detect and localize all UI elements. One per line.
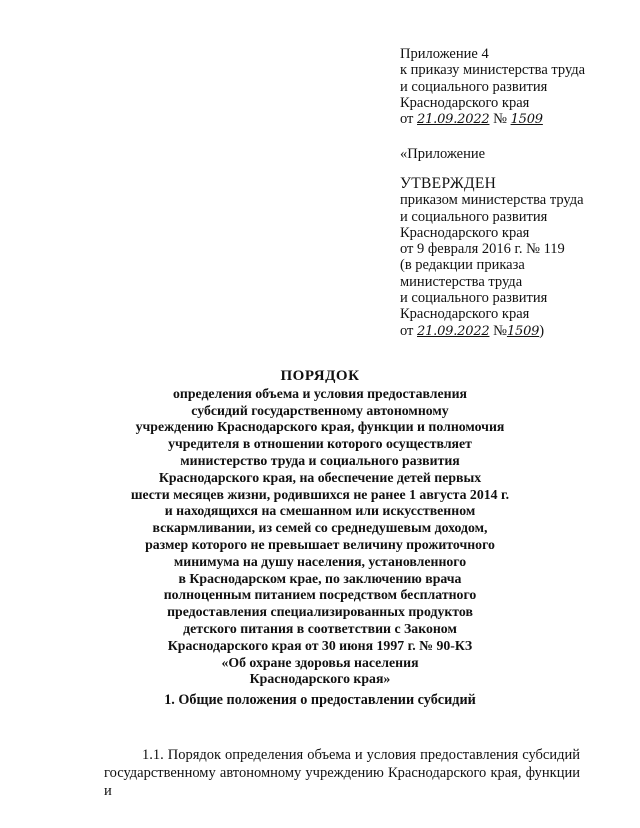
title-main: ПОРЯДОК xyxy=(280,368,360,384)
approved-line: (в редакции приказа xyxy=(400,257,525,274)
appendix-line: Приложение 4 xyxy=(400,46,489,62)
paragraph-line: государственному автономному учреждению Краснодарского края, функции и xyxy=(104,765,580,799)
approved-line: и социального развития xyxy=(400,290,548,307)
date-prefix: от xyxy=(400,111,414,128)
body-paragraph xyxy=(104,746,580,800)
old-appendix-label: «Приложение xyxy=(400,146,486,162)
approved-line: Краснодарского края xyxy=(400,224,530,241)
approved-line: Краснодарского края xyxy=(400,306,530,323)
title-line: субсидий государственному автономному xyxy=(191,402,449,418)
date-prefix: от xyxy=(400,322,414,339)
approved-line: от 9 февраля 2016 г. № 119 xyxy=(400,241,565,258)
title-line: учреждению Краснодарского края, функции и полномочия xyxy=(135,419,505,435)
section-heading: 1. Общие положения о предоставлении субсидий xyxy=(164,692,476,708)
title-line: минимума на душу населения, установленного xyxy=(173,553,467,569)
number-prefix: № xyxy=(493,111,507,128)
closing-paren: ) xyxy=(539,322,545,339)
title-line: Краснодарского края от 30 июня 1997 г. № 90-КЗ xyxy=(167,637,473,653)
title-line: в Краснодарском крае, по заключению врача xyxy=(178,570,462,586)
handwritten-number: 1509 xyxy=(510,112,543,128)
handwritten-date: 21.09.2022 xyxy=(417,323,490,339)
title-line: полноценным питанием посредством бесплатного xyxy=(163,587,477,603)
title-line: Краснодарского края, на обеспечение детей первых xyxy=(158,469,482,485)
title-line: министерство труда и социального развития xyxy=(180,452,460,468)
appendix-line: и социального развития xyxy=(400,78,548,95)
title-line: шести месяцев жизни, родившихся не ранее 1 августа 2014 г. xyxy=(130,486,510,502)
handwritten-date: 21.09.2022 xyxy=(417,112,490,128)
approved-date-line xyxy=(400,323,584,340)
title-line: предоставления специализированных продуктов xyxy=(167,604,473,620)
title-line: размер которого не превышает величину прожиточного xyxy=(145,536,495,552)
title-line: и находящихся на смешанном или искусственном xyxy=(164,503,476,519)
paragraph-line: 1.1. Порядок определения объема и условия предоставления субсидий xyxy=(142,747,580,763)
appendix-header xyxy=(400,46,585,128)
approved-line: приказом министерства труда xyxy=(400,192,584,209)
approval-stamp-block xyxy=(400,176,584,340)
approved-line: и социального развития xyxy=(400,208,548,225)
handwritten-number: 1509 xyxy=(506,323,540,339)
title-line: «Об охране здоровья населения xyxy=(221,654,419,670)
appendix-date-line xyxy=(400,111,585,128)
approved-heading: УТВЕРЖДЕН xyxy=(400,175,497,192)
approved-line: министерства труда xyxy=(400,273,523,290)
title-line: учредителя в отношении которого осуществляет xyxy=(168,436,472,452)
title-line: определения объема и условия предоставления xyxy=(172,385,468,401)
appendix-line: Краснодарского края xyxy=(400,94,530,111)
appendix-line: к приказу министерства труда xyxy=(400,62,586,79)
title-line: вскармливании, из семей со среднедушевым доходом, xyxy=(152,520,488,536)
title-line: детского питания в соответствии с Законом xyxy=(183,620,457,636)
title-line: Краснодарского края» xyxy=(249,671,391,687)
number-prefix: № xyxy=(493,322,507,339)
document-title xyxy=(0,368,640,688)
